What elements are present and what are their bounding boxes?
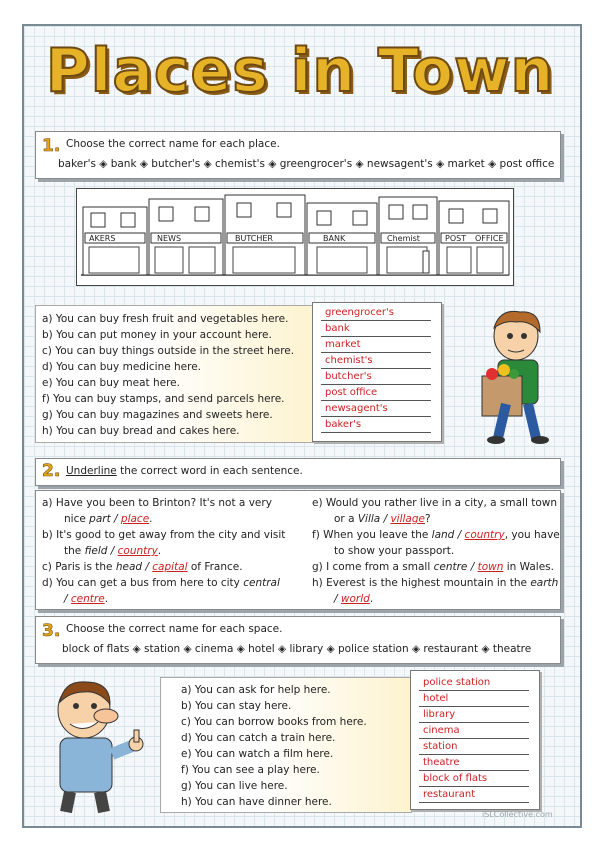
s2-f-end: , you have xyxy=(504,529,560,541)
boy-shopping-illustration xyxy=(470,306,562,446)
shop-street-illustration xyxy=(76,188,514,286)
s2-h-text: h) Everest is the highest mountain in the xyxy=(312,577,531,589)
s2-g-option2: town xyxy=(477,561,504,573)
section-3-answer-paper xyxy=(410,670,540,810)
s2-e-line2 xyxy=(312,511,556,527)
s1-sentence-b: b) You can put money in your account here. xyxy=(42,329,272,341)
s2-a-option2: place xyxy=(120,513,150,525)
section-1-word-bank: baker's ◈ bank ◈ butcher's ◈ chemist's ◈ greengrocer's ◈ newsagent's ◈ market ◈ post office xyxy=(58,158,555,170)
s1-sentence-a: a) You can buy fresh fruit and vegetables here. xyxy=(42,313,289,325)
s1-answer-a: greengrocer's xyxy=(321,305,431,321)
s3-answer-e: station xyxy=(419,739,529,755)
section-2-sentences-panel xyxy=(35,490,561,610)
s1-answer-d: chemist's xyxy=(321,353,431,369)
sign-news: NEWS xyxy=(157,234,182,243)
s2-g-end: in Wales. xyxy=(503,561,554,573)
section-3-header xyxy=(35,616,561,664)
s2-a-end: . xyxy=(149,513,153,525)
s2-d-text: d) You can get a bus from here to city xyxy=(42,577,244,589)
s2-d-line1 xyxy=(42,575,298,591)
s3-sentence-e: e) You can watch a film here. xyxy=(181,748,334,760)
sign-post: POST xyxy=(445,234,467,243)
s2-e-text: or a xyxy=(334,513,358,525)
underline-word: Underline xyxy=(66,465,117,477)
section-1-answer-paper xyxy=(312,302,442,442)
s1-sentence-g: g) You can buy magazines and sweets here. xyxy=(42,409,273,421)
s3-sentence-a: a) You can ask for help here. xyxy=(181,684,331,696)
section-2-left-column xyxy=(42,495,298,607)
s2-b-end: . xyxy=(157,545,162,557)
section-2-number: 2. xyxy=(42,461,61,481)
s1-sentence-h: h) You can buy bread and cakes here. xyxy=(42,425,240,437)
s2-f-text: f) When you leave the xyxy=(312,529,432,541)
s2-h-line1 xyxy=(312,575,559,591)
s3-answer-b: hotel xyxy=(419,691,529,707)
s1-answer-g: newsagent's xyxy=(321,401,431,417)
s2-g-line xyxy=(312,559,556,575)
section-3-sentences xyxy=(181,682,367,810)
s2-c-end: of France. xyxy=(187,561,243,573)
section-3-number: 3. xyxy=(42,621,61,641)
s2-f-option2: country xyxy=(464,529,505,541)
s3-sentence-g: g) You can live here. xyxy=(181,780,288,792)
s2-c-option2: capital xyxy=(152,561,188,573)
s2-a-text: nice xyxy=(64,513,90,525)
s2-b-text: the xyxy=(64,545,85,557)
s2-c-line xyxy=(42,559,298,575)
s3-answer-f: theatre xyxy=(419,755,529,771)
section-2-header xyxy=(35,458,561,486)
s2-b-option1: field / xyxy=(84,545,118,557)
sign-bank: BANK xyxy=(323,234,346,243)
s3-sentence-c: c) You can borrow books from here. xyxy=(181,716,367,728)
section-3-answers xyxy=(419,675,529,803)
s2-h-option2: world xyxy=(340,593,370,605)
s1-sentence-d: d) You can buy medicine here. xyxy=(42,361,202,373)
s1-answer-h: baker's xyxy=(321,417,431,433)
s2-f-option1: land / xyxy=(431,529,465,541)
sign-office: OFFICE xyxy=(475,234,504,243)
s2-d-end: . xyxy=(104,593,109,605)
s3-answer-c: library xyxy=(419,707,529,723)
s2-h-line2 xyxy=(312,591,556,607)
section-2-instruction xyxy=(66,465,303,477)
shops-drawing xyxy=(77,189,513,285)
section-1-number: 1. xyxy=(42,136,61,156)
s3-sentence-h: h) You can have dinner here. xyxy=(181,796,332,808)
section-3-word-bank: block of flats ◈ station ◈ cinema ◈ hotel ◈ library ◈ police station ◈ restaurant ◈ theatre xyxy=(62,643,532,655)
s2-c-text: c) Paris is the xyxy=(42,561,116,573)
section-1-instruction: Choose the correct name for each place. xyxy=(66,138,280,150)
s2-g-option1: centre / xyxy=(433,561,478,573)
sign-bakers: AKERS xyxy=(89,234,116,243)
s2-a-line2 xyxy=(42,511,298,527)
s3-answer-g: block of flats xyxy=(419,771,529,787)
man-thumbs-up-illustration xyxy=(36,676,152,814)
s3-sentence-f: f) You can see a play here. xyxy=(181,764,320,776)
s2-d-option2: centre xyxy=(70,593,105,605)
s2-e-end: ? xyxy=(424,513,431,525)
sign-chemist: Chemist xyxy=(387,234,420,243)
sign-butcher: BUTCHER xyxy=(235,234,273,243)
s3-sentence-b: b) You can stay here. xyxy=(181,700,292,712)
s2-b-option2: country xyxy=(117,545,158,557)
s2-c-option1: head / xyxy=(115,561,153,573)
s2-e-line1: e) Would you rather live in a city, a small town xyxy=(312,497,558,509)
s1-answer-e: butcher's xyxy=(321,369,431,385)
section-3-sentences-panel xyxy=(160,677,412,813)
s3-answer-d: cinema xyxy=(419,723,529,739)
section-2-right-column xyxy=(312,495,560,607)
s2-d-option1: central xyxy=(243,577,280,589)
s3-sentence-d: d) You can catch a train here. xyxy=(181,732,336,744)
section-1-header xyxy=(35,131,561,179)
s3-answer-h: restaurant xyxy=(419,787,529,803)
watermark: iSLCollective.com xyxy=(482,810,553,819)
section-3-instruction: Choose the correct name for each space. xyxy=(66,623,283,635)
s2-d-slash: / xyxy=(64,593,71,605)
s2-h-end: . xyxy=(369,593,374,605)
s1-answer-b: bank xyxy=(321,321,431,337)
s2-e-option2: village xyxy=(390,513,425,525)
section-1-sentences xyxy=(42,311,294,439)
section-1-sentences-panel xyxy=(35,305,317,443)
s2-f-line1 xyxy=(312,527,560,543)
s2-e-option1: Villa / xyxy=(357,513,391,525)
s1-answer-f: post office xyxy=(321,385,431,401)
s3-answer-a: police station xyxy=(419,675,529,691)
section-2-instruction-rest: the correct word in each sentence. xyxy=(116,465,303,477)
s1-answer-c: market xyxy=(321,337,431,353)
s2-a-line1: a) Have you been to Brinton? It's not a very xyxy=(42,497,272,509)
s2-h-slash: / xyxy=(334,593,341,605)
s2-h-option1: earth xyxy=(530,577,559,589)
s2-d-line2 xyxy=(42,591,298,607)
s1-sentence-f: f) You can buy stamps, and send parcels here. xyxy=(42,393,285,405)
page-title: Places in Town xyxy=(45,36,555,106)
s1-sentence-c: c) You can buy things outside in the street here. xyxy=(42,345,295,357)
s2-a-option1: part / xyxy=(89,513,121,525)
s2-f-line2: to show your passport. xyxy=(334,545,455,557)
s2-b-line2 xyxy=(42,543,298,559)
s2-b-line1: b) It's good to get away from the city and visit xyxy=(42,529,286,541)
s1-sentence-e: e) You can buy meat here. xyxy=(42,377,180,389)
s2-g-text: g) I come from a small xyxy=(312,561,434,573)
section-1-answers xyxy=(321,305,431,433)
